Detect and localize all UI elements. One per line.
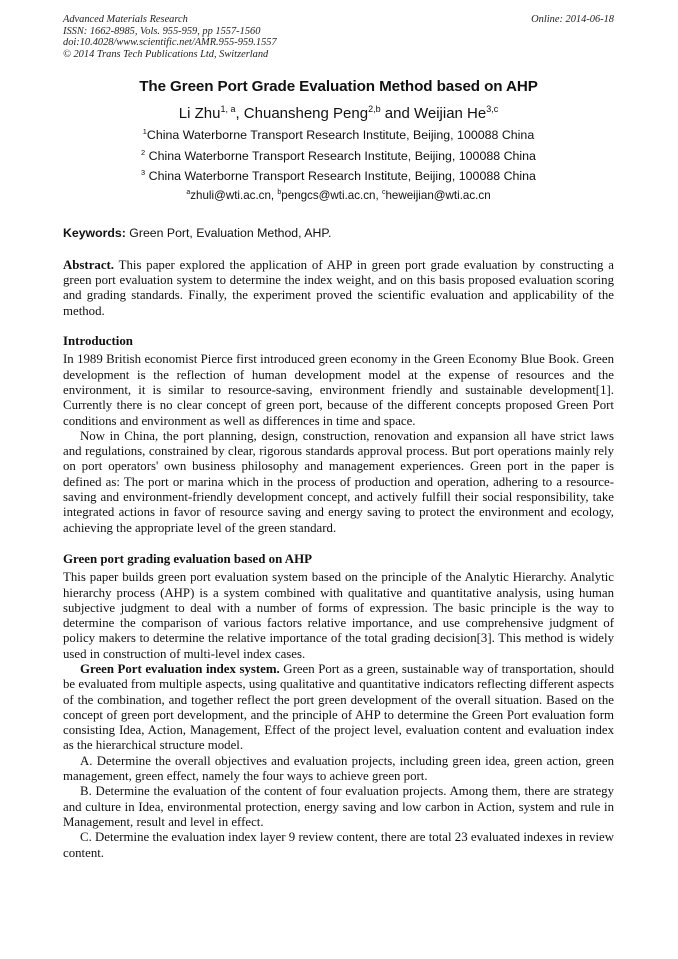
doi-line: doi:10.4028/www.scientific.net/AMR.955-959.1557	[63, 37, 277, 49]
affiliation-text: China Waterborne Transport Research Institute, Beijing, 100088 China	[146, 128, 535, 143]
paper-title: The Green Port Grade Evaluation Method based on AHP	[139, 78, 538, 96]
affiliation-mark: 3	[141, 168, 146, 178]
author-separator: ,	[235, 105, 244, 123]
list-item-a: A. Determine the overall objectives and evaluation projects, including green idea, green action, green management, green effect, namely the four ways to achieve green port.	[63, 753, 614, 784]
ahp-paragraph-2	[63, 662, 614, 754]
affiliation-text: China Waterborne Transport Research Institute, Beijing, 100088 China	[145, 148, 536, 163]
author-separator: and	[384, 105, 414, 123]
keywords-text: Green Port, Evaluation Method, AHP.	[125, 225, 332, 240]
email-mark: c	[381, 189, 386, 197]
author-name: Weijian He	[413, 105, 487, 123]
affiliation	[63, 125, 614, 146]
author-affil-mark: 1, a	[220, 104, 236, 115]
email: heweijian@wti.ac.cn	[385, 188, 491, 202]
email-list	[63, 187, 614, 205]
journal-header	[63, 14, 614, 60]
online-date: Online: 2014-06-18	[531, 14, 614, 25]
author-affil-mark: 3,c	[486, 104, 499, 115]
keywords	[63, 225, 614, 241]
affiliation-text: China Waterborne Transport Research Institute, Beijing, 100088 China	[145, 169, 536, 184]
author-affil-mark: 2,b	[368, 104, 381, 115]
subsection-label: Green Port evaluation index system.	[80, 662, 280, 676]
email-mark: b	[277, 189, 282, 197]
author-name: Li Zhu	[178, 105, 221, 123]
copyright-line: © 2014 Trans Tech Publications Ltd, Switzerland	[63, 48, 269, 60]
affiliation	[63, 146, 614, 167]
paper-page	[63, 14, 614, 861]
section-heading-introduction: Introduction	[63, 334, 133, 349]
ahp-paragraph-2-text: Green Port as a green, sustainable way of transportation, should be evaluated from multiple aspects, using qualitative and quantitative indicators reflecting different aspects of the combination, and together reflect the port green development of the overall situation. Based on the concept of green port development, and the principle of AHP to determine the Green Port evaluation form consisting Idea, Action, Management, Effect of the project level, evaluation content and evaluation index as the hierarchical structure model.	[63, 662, 614, 753]
abstract-text: This paper explored the application of AHP in green port grade evaluation by constructing a green port evaluation system to determine the index weight, and on this basis proposed evaluation scoring and grading standards. Finally, the experiment proved the scientific evaluation and applicability of the method.	[63, 257, 614, 318]
affiliation-mark: 2	[141, 147, 146, 157]
journal-name: Advanced Materials Research	[63, 14, 188, 25]
issn-line: ISSN: 1662-8985, Vols. 955-959, pp 1557-1560	[63, 25, 261, 37]
email-mark: a	[186, 189, 191, 197]
author-list	[63, 105, 614, 123]
email: pengcs@wti.ac.cn,	[281, 188, 382, 202]
list-item-b: B. Determine the evaluation of the content of four evaluation projects. Among them, there are strategy and culture in Idea, environmental protection, energy saving and low carbon in Action, system and rule in Management, result and level in effect.	[63, 784, 614, 829]
email: zhuli@wti.ac.cn,	[190, 188, 278, 202]
intro-paragraph-1: In 1989 British economist Pierce first introduced green economy in the Green Economy Blue Book. Green development is the reflection of human development model at the expense of resources and the environment, it is similar to resource-saving, environment friendly and sustainable development[1]. Currently there is no clear concept of green port, because of the different concepts proposed Green Port conditions and environment as well as differences in time and space.	[63, 352, 614, 428]
abstract	[63, 258, 614, 319]
affiliation	[63, 166, 614, 187]
intro-paragraph-2: Now in China, the port planning, design, construction, renovation and expansion all have strict laws and regulations, constrained by clear, rigorous standards approval process. But port operations mainly rely on port operators' own business philosophy and management experiences. Green port in the paper is defined as: The port or marina which in the process of production and operation, adhering to a resource-saving and environment-friendly development concept, and actively fulfill their social responsibility, take integrated actions in favor of resource saving and energy saving to protect the environment and ecology, achieving the appropriate level of the green standard.	[63, 428, 614, 535]
author-name: Chuansheng Peng	[243, 105, 369, 123]
ahp-paragraph-1: This paper builds green port evaluation system based on the principle of the Analytic Hierarchy. Analytic hierarchy process (AHP) is a system combined with qualitative and quantitative analysis, using human subjective judgment to deal with a number of forms of expression. The basic principle is the way to determine the comparison of various factors relative importance, and use comprehensive judgment of policy makers to determine the relative importance of the total grading decision[3]. This method is widely used in construction of multi-level index cases.	[63, 570, 614, 661]
affiliation-mark: 1	[142, 127, 147, 137]
affiliation-list	[63, 125, 614, 187]
keywords-label: Keywords:	[63, 225, 126, 240]
section-heading-ahp: Green port grading evaluation based on AHP	[63, 551, 313, 566]
abstract-label: Abstract.	[63, 257, 115, 272]
list-item-c: C. Determine the evaluation index layer 9 review content, there are total 23 evaluated indexes in review content.	[63, 830, 614, 860]
